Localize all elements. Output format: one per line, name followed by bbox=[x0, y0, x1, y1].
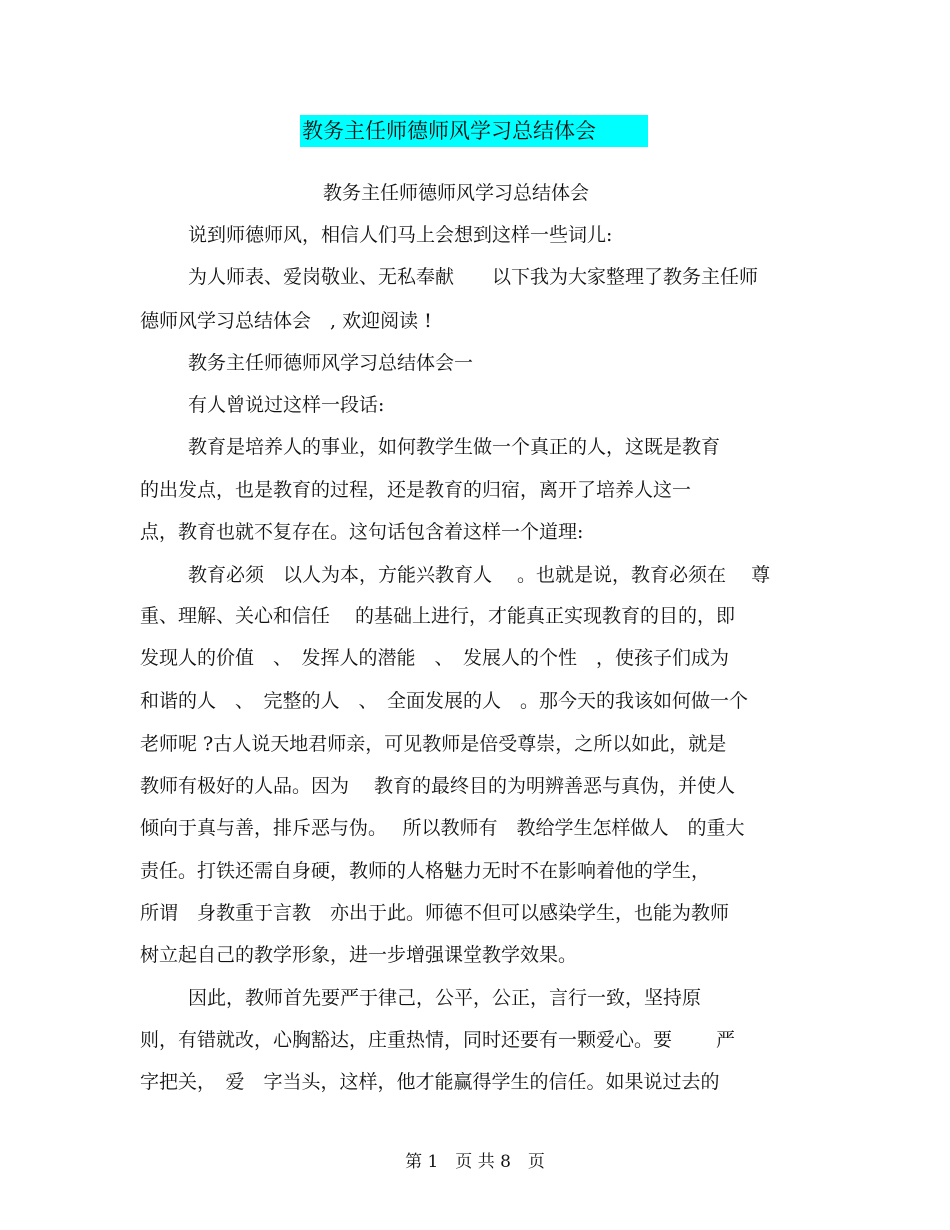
text-line: 教育是培养人的事业，如何教学生做一个真正的人，这既是教育 bbox=[188, 436, 721, 458]
text-line: 发现人的价值 、 发挥人的潜能 、 发展人的个性 ，使孩子们成为 bbox=[140, 647, 730, 669]
text-line: 所谓 身教重于言教 亦出于此。师德不但可以感染学生，也能为教师 bbox=[140, 902, 730, 924]
text-line: 倾向于真与善，排斥恶与伪。 所以教师有 教给学生怎样做人 的重大 bbox=[140, 817, 745, 839]
text-line: 字把关， 爱 字当头，这样，他才能赢得学生的信任。如果说过去的 bbox=[140, 1071, 720, 1093]
subtitle: 教务主任师德师风学习总结体会 bbox=[323, 182, 590, 204]
text-line: 因此，教师首先要严于律己，公平，公正，言行一致，坚持原 bbox=[188, 987, 702, 1009]
text-line: 树立起自己的教学形象，进一步增强课堂教学效果。 bbox=[140, 944, 578, 966]
text-line: 说到师德师风，相信人们马上会想到这样一些词儿: bbox=[188, 224, 613, 246]
text-line: 和谐的人 、 完整的人 、 全面发展的人 。那今天的我该如何做一个 bbox=[140, 690, 749, 712]
text-line: 重、理解、关心和信任 的基础上进行，才能真正实现教育的目的，即 bbox=[140, 605, 736, 627]
text-line: 德师风学习总结体会 , 欢迎阅读 ! bbox=[140, 310, 432, 332]
text-line: 老师呢 ?古人说天地君师亲，可见教师是倍受尊崇，之所以如此，就是 bbox=[140, 733, 727, 755]
text-line: 责任。打铁还需自身硬，教师的人格魅力无时不在影响着他的学生， bbox=[140, 860, 711, 882]
text-line: 的出发点，也是教育的过程，还是教育的归宿，离开了培养人这一 bbox=[140, 479, 692, 501]
text-line: 点，教育也就不复存在。这句话包含着这样一个道理: bbox=[140, 521, 584, 543]
page-number-footer: 第 1 页 共 8 页 bbox=[405, 1152, 545, 1172]
section-heading: 教务主任师德师风学习总结体会一 bbox=[188, 352, 474, 374]
document-title: 教务主任师德师风学习总结体会 bbox=[302, 119, 596, 143]
text-line: 为人师表、爱岗敬业、无私奉献 以下我为大家整理了教务主任师 bbox=[188, 266, 759, 288]
text-line: 教师有极好的人品。因为 教育的最终目的为明辨善恶与真伪，并使人 bbox=[140, 775, 736, 797]
text-line: 则，有错就改，心胸豁达，庄重热情，同时还要有一颗爱心。要 严 bbox=[140, 1029, 736, 1051]
text-line: 有人曾说过这样一段话: bbox=[188, 394, 385, 416]
text-line: 教育必须 以人为本，方能兴教育人 。也就是说，教育必须在 尊 bbox=[188, 564, 771, 586]
